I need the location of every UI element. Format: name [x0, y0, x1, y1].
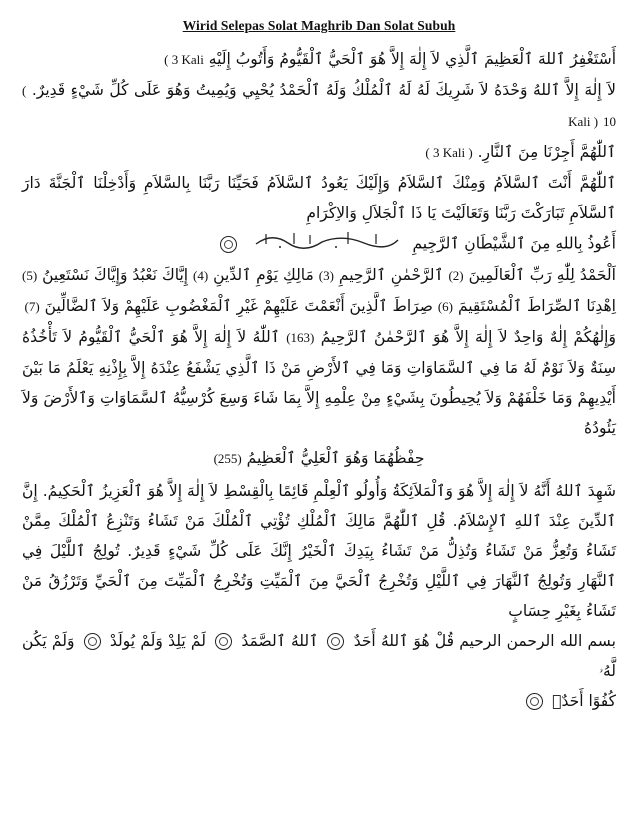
ayat-kursi-end-line [22, 443, 616, 474]
fatihah-paragraph [22, 260, 616, 322]
fatihah-number-6: (6) [437, 299, 453, 314]
baqarah-paragraph [22, 322, 616, 443]
fatihah-number-3: (3) [318, 268, 334, 283]
ikhlas-ayah-4a: وَلَمْ يَكُن لَّهُۥ [22, 632, 616, 680]
ayah-end-marker-icon [526, 693, 543, 710]
ajirna-text: ٱللّٰهُمَّ أَجِرْنَا مِنَ ٱلنَّارِ. [477, 143, 616, 161]
taawwudh-text: أَعُوذُ بِاللهِ مِنَ ٱلشَّيْطَانِ ٱلرَّجِيمِ [412, 234, 616, 253]
ikhlas-ayah-4b: كُفُوًا أَحَدٌۢ [552, 692, 616, 710]
ikhlas-ayah-2: ٱللهُ ٱلصَّمَدُ [241, 632, 319, 650]
ayah-end-marker-icon [220, 236, 237, 253]
baqarah-163-number: (163) [286, 330, 315, 345]
fatihah-ayah-7: صِرَاطَ ٱلَّذِينَ أَنْعَمْتَ عَلَيْهِمْ غَيْرِ ٱلْمَغْضُوبِ عَلَيْهِمْ وَلاَ ٱلضَّالِّينَ [44, 297, 433, 315]
tahlil-count-word: Kali ) [568, 114, 599, 129]
baqarah-163-text: وَإِلٰهُكُمْ إِلٰهٌ وَاحِدٌ لاَ إِلٰهَ إِلاَّ هُوَ ٱلرَّحْمٰنُ ٱلرَّحِيمُ [320, 328, 616, 346]
ali-imran-paragraph: شَهِدَ ٱللهُ أَنَّهُ لاَ إِلٰهَ إِلاَّ هُوَ وَٱلْمَلاَئِكَةُ وَأُولُو ٱلْعِلْمِ قَائِمًا بِالْقِسْطِ لاَ إِلٰهَ إِلاَّ هُوَ ٱلْعَزِيزُ ٱلْحَكِيمُ. إِنَّ ٱلدِّينَ عِنْدَ ٱللهِ ٱلإِسْلاَمُ. قُلِ ٱللّٰهُمَّ مَالِكَ ٱلْمُلْكِ تُؤْتِي ٱلْمُلْكَ مَنْ تَشَاءُ وَتَنْزِعُ ٱلْمُلْكَ مِمَّنْ تَشَاءُ وَتُعِزُّ مَنْ تَشَاءُ وَتُذِلُّ مَنْ تَشَاءُ بِيَدِكَ ٱلْخَيْرُ إِنَّكَ عَلَى كُلِّ شَيْءٍ قَدِيرٌ. تُولِجُ ٱللَّيْلَ فِي ٱلنَّهَارِ وَتُولِجُ ٱلنَّهَارَ فِي ٱللَّيْلِ وَتُخْرِجُ ٱلْحَيَّ مِنَ ٱلْمَيِّتِ وَتُخْرِجُ ٱلْمَيِّتَ مِنَ ٱلْحَيِّ وَتَرْزُقُ مَنْ تَشَاءُ بِغَيْرِ حِسَابٍ [22, 482, 616, 620]
ikhlas-ayah-1: قُلْ هُوَ ٱللهُ أَحَدٌ [353, 632, 454, 650]
istighfar-count: ( 3 Kali [164, 52, 204, 67]
fatihah-ayah-5: إِيَّاكَ نَعْبُدُ وَإِيَّاكَ نَسْتَعِينُ [42, 266, 189, 284]
taawwudh-line [22, 228, 616, 260]
ayah-end-marker-icon [327, 633, 344, 650]
fatihah-ayah-2: اَلْحَمْدُ لِلّٰهِ رَبِّ ٱلْعَالَمِينَ [468, 266, 616, 284]
ikhlas-paragraph [22, 626, 616, 686]
fatihah-ayah-6: اِهْدِنَا ٱلصِّرَاطَ ٱلْمُسْتَقِيمَ [457, 297, 616, 315]
page-title: Wirid Selepas Solat Maghrib Dan Solat Subuh [182, 18, 456, 33]
ikhlas-ayah-3: لَمْ يَلِدْ وَلَمْ يُولَدْ [109, 632, 206, 650]
ayah-end-marker-icon [84, 633, 101, 650]
ikhlas-last-line [22, 686, 616, 716]
salam-paragraph: ٱللّٰهُمَّ أَنْتَ ٱلسَّلاَمُ وَمِنْكَ ٱلسَّلاَمُ وَإِلَيْكَ يَعُودُ ٱلسَّلاَمُ فَحَيِّنَا رَبَّنَا بِالسَّلاَمِ وَأَدْخِلْنَا ٱلْجَنَّةَ دَارَ ٱلسَّلاَمِ تَبَارَكْتَ رَبَّنَا وَتَعَالَيْتَ يَا ذَا ٱلْجَلاَلِ وَالاِكْرَامِ [22, 174, 616, 222]
fatihah-number-4: (4) [193, 268, 209, 283]
tahlil-paragraph [22, 75, 616, 137]
ayat-kursi-number: (255) [213, 451, 242, 466]
istighfar-text: أَسْتَغْفِرُ ٱللهَ ٱلْعَظِيمَ ٱلَّذِي لاَ إِلٰهَ إِلاَّ هُوَ ٱلْحَيُّ ٱلْقَيُّومُ وَأَتُوبُ إِلَيْهِ [208, 50, 616, 68]
ayah-end-marker-icon [215, 633, 232, 650]
ayat-kursi-end-text: حِفْظُهُمَا وَهُوَ ٱلْعَلِيُّ ٱلْعَظِيمُ [246, 449, 425, 467]
tahlil-text: لاَ إِلٰهَ إِلاَّ ٱللهُ وَحْدَهُ لاَ شَرِيكَ لَهُ لَهُ ٱلْمُلْكُ وَلَهُ ٱلْحَمْدُ يُحْيِي وَيُمِيتُ وَهُوَ عَلَى كُلِّ شَيْءٍ قَدِيرٌ. [31, 81, 616, 99]
fatihah-number-2: (2) [448, 268, 464, 283]
fatihah-number-7: (7) [24, 299, 40, 314]
ajirna-line [22, 137, 616, 168]
istighfar-line [22, 44, 616, 75]
basmalah-calligraphy-icon [252, 228, 402, 260]
tahlil-count-number: ( 10 [22, 83, 616, 129]
fatihah-ayah-4: مَالِكِ يَوْمِ ٱلدِّينِ [213, 266, 314, 284]
ajirna-count: ( 3 Kali ) [425, 145, 473, 160]
fatihah-ayah-3: ٱلرَّحْمٰنِ ٱلرَّحِيمِ [338, 266, 444, 284]
fatihah-number-5: (5) [22, 268, 38, 283]
ayat-kursi-text: ٱللّٰهُ لاَ إِلٰهَ إِلاَّ هُوَ ٱلْحَيُّ ٱلْقَيُّومُ لاَ تَأْخُذُهُ سِنَةٌ وَلاَ نَوْمٌ لَهُ مَا فِي ٱلسَّمَاوَاتِ وَمَا فِي ٱلأَرْضِ مَنْ ذَا ٱلَّذِي يَشْفَعُ عِنْدَهُ إِلاَّ بِإِذْنِهِ يَعْلَمُ مَا بَيْنَ أَيْدِيهِمْ وَمَا خَلْفَهُمْ وَلاَ يُحِيطُونَ بِشَيْءٍ مِنْ عِلْمِهِ إِلاَّ بِمَا شَاءَ وَسِعَ كُرْسِيُّهُ ٱلسَّمَاوَاتِ وَٱلأَرْضَ وَلاَ يَئُودُهُ [22, 328, 616, 437]
ikhlas-bismillah: بسم الله الرحمن الرحيم [459, 632, 616, 650]
